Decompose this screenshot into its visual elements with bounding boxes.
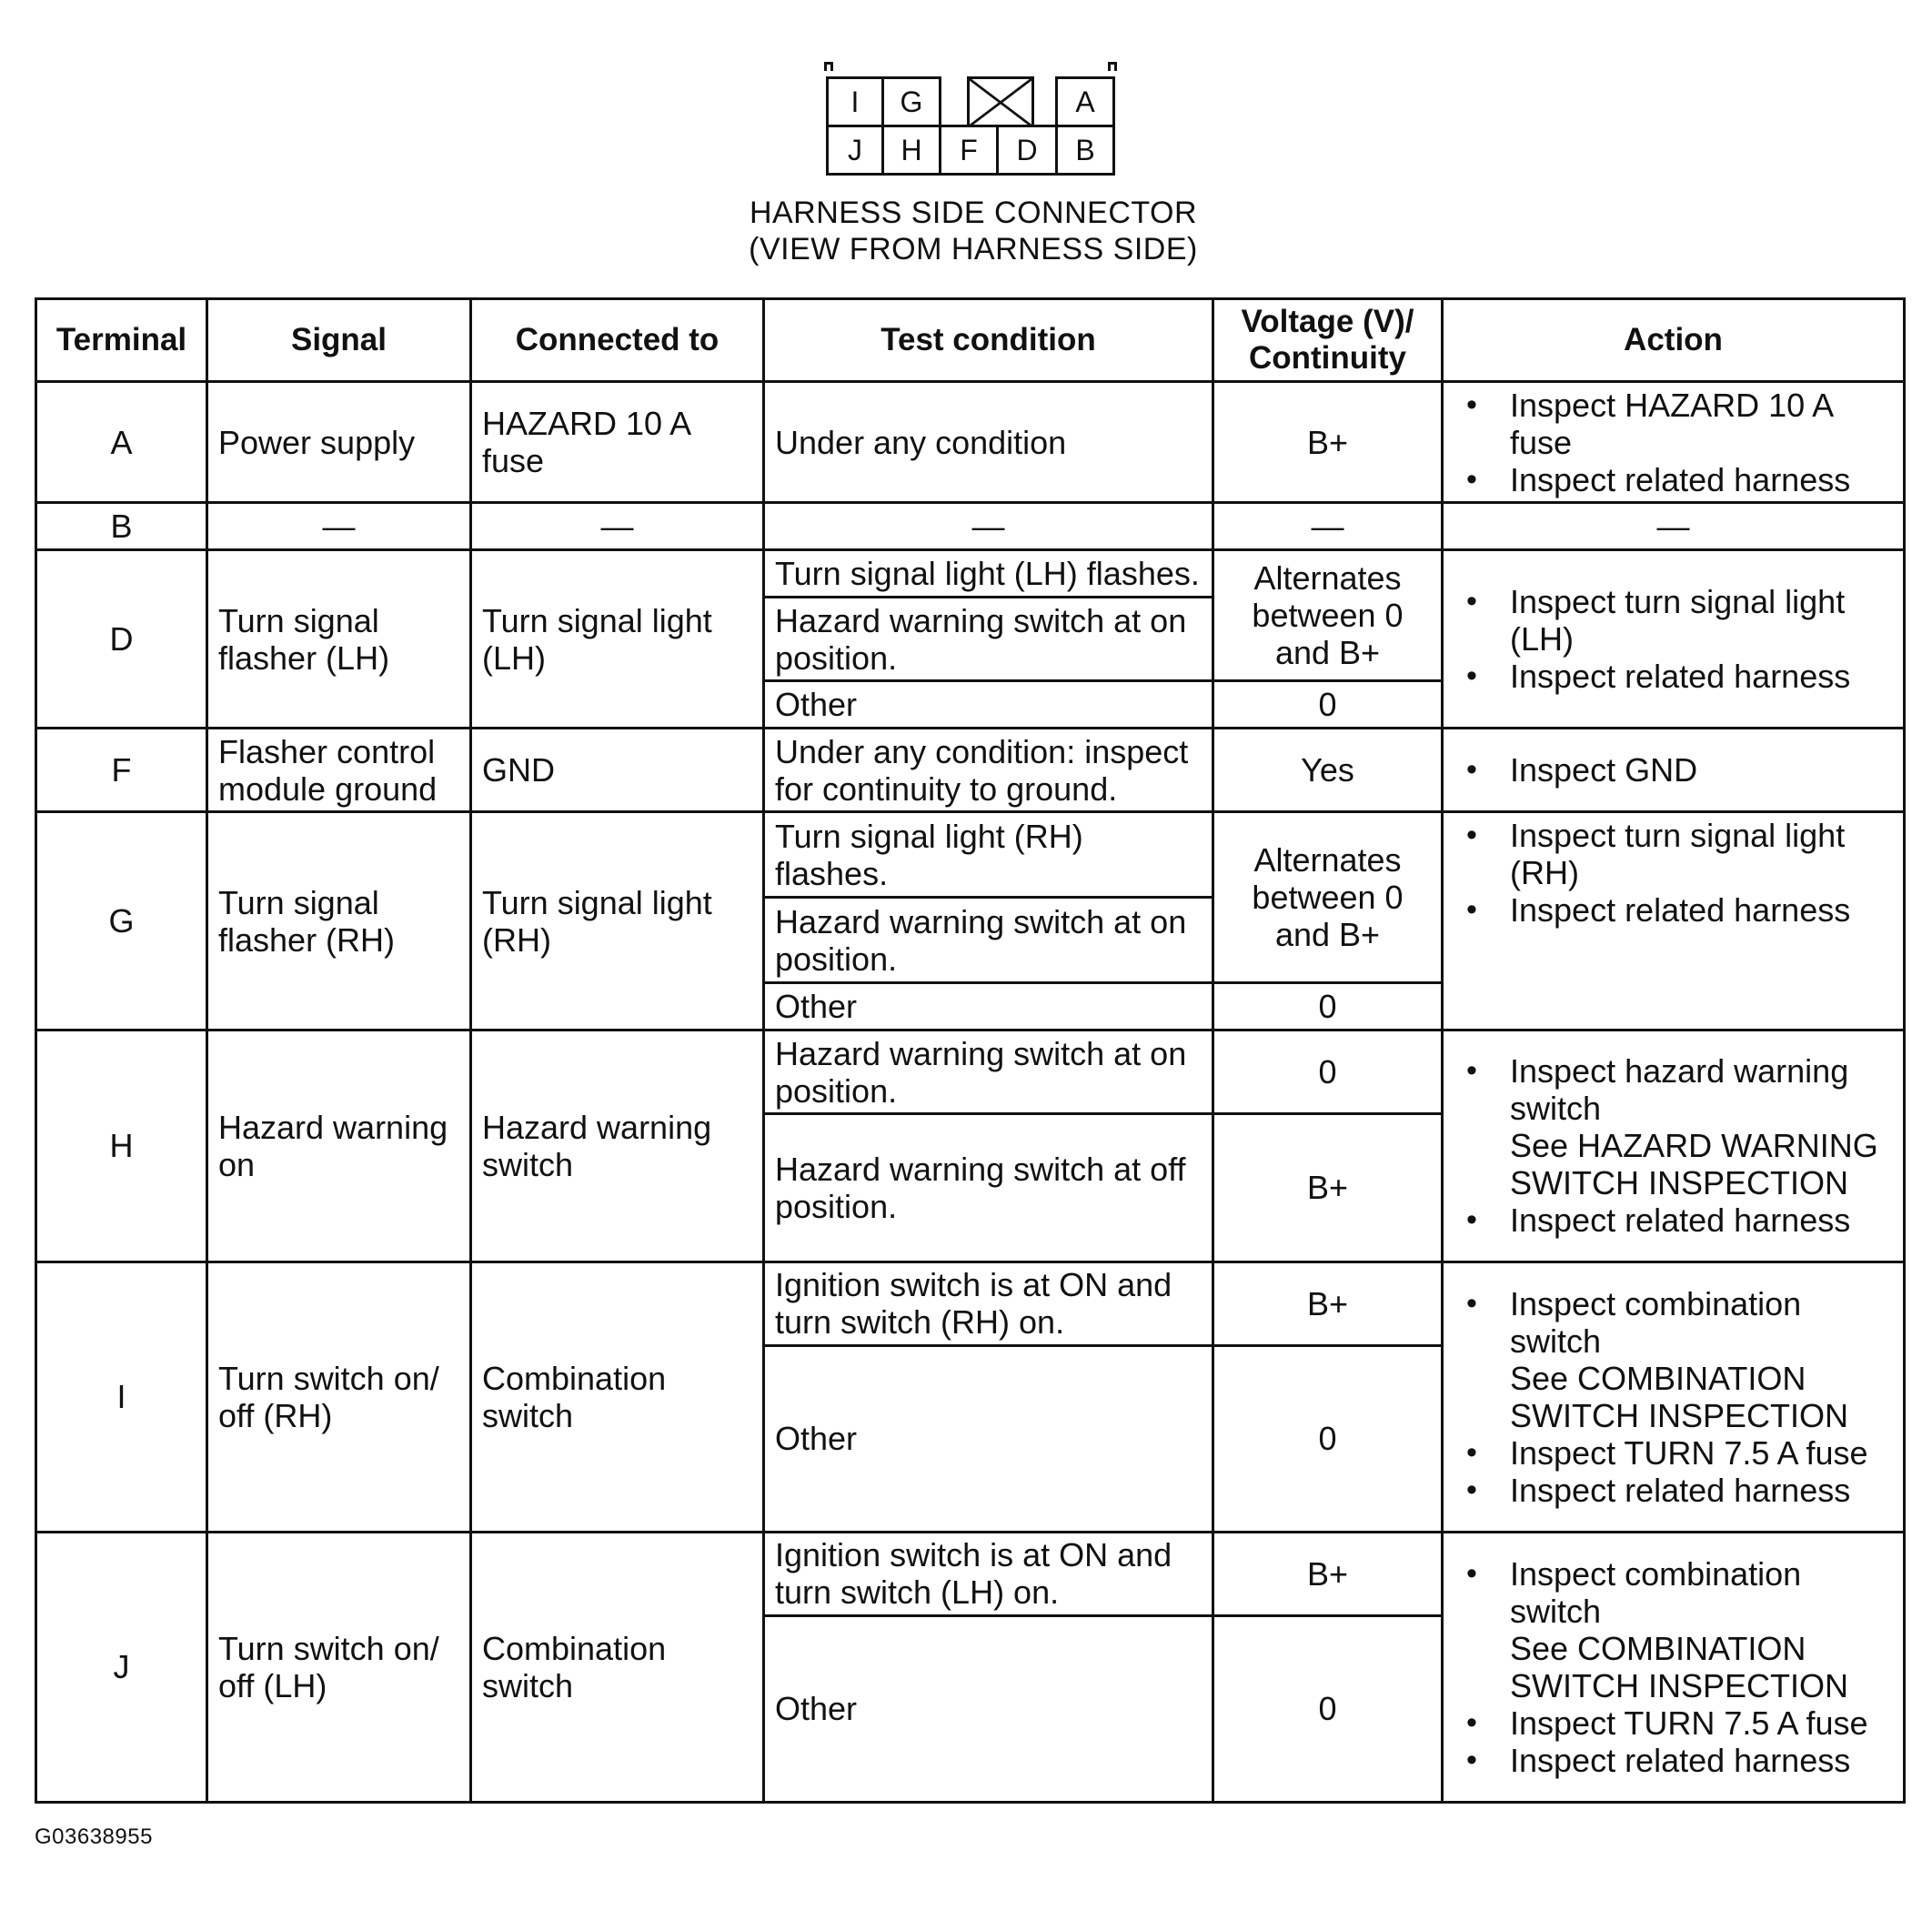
terminal-cell: G	[36, 812, 207, 1030]
voltage-cell: 0	[1213, 1030, 1443, 1114]
terminal-cell: H	[36, 1030, 207, 1262]
connector-caption-line1: HARNESS SIDE CONNECTOR	[749, 196, 1198, 230]
action-item: • Inspect hazard warning switch	[1454, 1052, 1893, 1127]
table-row	[36, 382, 1905, 503]
signal-cell: Flasher control module ground	[207, 729, 471, 812]
action-cell: —	[1443, 503, 1905, 550]
terminal-cell: J	[36, 1532, 207, 1802]
test-condition-cell: Other	[764, 983, 1213, 1030]
connector-caption-line2: (VIEW FROM HARNESS SIDE)	[749, 232, 1198, 266]
voltage-cell: B+	[1213, 382, 1443, 503]
table-header-row	[36, 299, 1905, 382]
signal-cell: Turn switch on/ off (RH)	[207, 1262, 471, 1532]
header-connected-to: Connected to	[471, 299, 764, 382]
action-item: • Inspect related harness	[1454, 658, 1893, 695]
terminal-cell: I	[36, 1262, 207, 1532]
test-condition-cell: Other	[764, 1615, 1213, 1802]
action-item: • Inspect HAZARD 10 A fuse	[1454, 387, 1893, 461]
connected-to-cell: GND	[471, 729, 764, 812]
voltage-cell: 0	[1213, 1615, 1443, 1802]
signal-cell: Power supply	[207, 382, 471, 503]
connector-pin-D: D	[996, 125, 1058, 176]
figure-id: G03638955	[35, 1825, 153, 1849]
test-condition-cell: Ignition switch is at ON and turn switch (RH) on.	[764, 1262, 1213, 1345]
connected-to-cell: Turn signal light (LH)	[471, 550, 764, 729]
action-cell	[1443, 812, 1905, 1030]
test-condition-cell: Hazard warning switch at on position.	[764, 898, 1213, 983]
test-condition-cell: Hazard warning switch at off position.	[764, 1114, 1213, 1262]
connector-pin-H: H	[881, 125, 941, 176]
voltage-cell: 0	[1213, 983, 1443, 1030]
connector-latch-right	[1108, 62, 1117, 71]
voltage-cell: 0	[1213, 1345, 1443, 1532]
header-action: Action	[1443, 299, 1905, 382]
table-row	[36, 729, 1905, 812]
connector-caption	[691, 195, 1255, 267]
connector-pin-A: A	[1055, 76, 1115, 127]
action-item: • Inspect related harness	[1454, 1201, 1893, 1239]
connector-latch-left	[824, 62, 833, 71]
action-cell	[1443, 382, 1905, 503]
signal-cell: Turn signal flasher (RH)	[207, 812, 471, 1030]
test-condition-cell: —	[764, 503, 1213, 550]
action-cell	[1443, 1030, 1905, 1262]
action-cell	[1443, 1532, 1905, 1802]
connector-pin-G: G	[881, 76, 941, 127]
connector-pin-I: I	[826, 76, 884, 127]
test-condition-cell: Under any condition: inspect for continuity to ground.	[764, 729, 1213, 812]
voltage-cell: B+	[1213, 1114, 1443, 1262]
connected-to-cell: Combination switch	[471, 1262, 764, 1532]
test-condition-cell: Other	[764, 1345, 1213, 1532]
header-signal: Signal	[207, 299, 471, 382]
voltage-cell: Yes	[1213, 729, 1443, 812]
table-row	[36, 503, 1905, 550]
header-voltage-line2: Continuity	[1248, 340, 1407, 376]
connector-pin-F: F	[939, 125, 999, 176]
header-voltage-continuity	[1213, 299, 1443, 382]
voltage-cell: B+	[1213, 1532, 1443, 1615]
signal-cell: —	[207, 503, 471, 550]
action-item: • Inspect turn signal light (LH)	[1454, 583, 1893, 658]
harness-connector-diagram	[826, 69, 1115, 182]
connected-to-cell: HAZARD 10 A fuse	[471, 382, 764, 503]
x-mark-icon	[970, 79, 1031, 126]
action-item: • Inspect related harness	[1454, 891, 1893, 929]
action-item: • Inspect TURN 7.5 A fuse	[1454, 1434, 1893, 1472]
terminal-cell: F	[36, 729, 207, 812]
action-item: • Inspect TURN 7.5 A fuse	[1454, 1704, 1893, 1742]
connector-pin-J: J	[826, 125, 884, 176]
terminal-cell: B	[36, 503, 207, 550]
table-row	[36, 550, 1905, 598]
terminal-cell: A	[36, 382, 207, 503]
connector-pin-B: B	[1055, 125, 1115, 176]
terminal-cell: D	[36, 550, 207, 729]
signal-cell: Hazard warning on	[207, 1030, 471, 1262]
table-row	[36, 1532, 1905, 1615]
connected-to-cell: Hazard warning switch	[471, 1030, 764, 1262]
action-cell	[1443, 550, 1905, 729]
action-item: • Inspect combination switch	[1454, 1285, 1893, 1360]
test-condition-cell: Under any condition	[764, 382, 1213, 503]
voltage-cell: Alternates between 0 and B+	[1213, 812, 1443, 983]
connected-to-cell: —	[471, 503, 764, 550]
action-item: • Inspect GND	[1454, 751, 1893, 789]
terminal-inspection-table	[35, 297, 1906, 1804]
signal-cell: Turn switch on/ off (LH)	[207, 1532, 471, 1802]
test-condition-cell: Other	[764, 681, 1213, 729]
header-terminal: Terminal	[36, 299, 207, 382]
action-item: • Inspect related harness	[1454, 461, 1893, 498]
connector-pin-blank-x-icon	[967, 76, 1034, 127]
action-item: • Inspect related harness	[1454, 1742, 1893, 1779]
voltage-cell: 0	[1213, 681, 1443, 729]
voltage-cell: B+	[1213, 1262, 1443, 1345]
action-see-reference: See COMBINATION SWITCH INSPECTION	[1510, 1359, 1849, 1434]
header-test-condition: Test condition	[764, 299, 1213, 382]
table-row	[36, 1262, 1905, 1345]
action-see-reference: See COMBINATION SWITCH INSPECTION	[1510, 1629, 1849, 1704]
table-row	[36, 812, 1905, 898]
test-condition-cell: Hazard warning switch at on position.	[764, 1030, 1213, 1114]
test-condition-cell: Ignition switch is at ON and turn switch (LH) on.	[764, 1532, 1213, 1615]
action-cell	[1443, 729, 1905, 812]
table-row	[36, 1030, 1905, 1114]
action-see-reference: See HAZARD WARNING SWITCH INSPECTION	[1510, 1127, 1878, 1202]
voltage-cell: —	[1213, 503, 1443, 550]
connected-to-cell: Combination switch	[471, 1532, 764, 1802]
test-condition-cell: Turn signal light (LH) flashes.	[764, 550, 1213, 598]
voltage-cell: Alternates between 0 and B+	[1213, 550, 1443, 681]
test-condition-cell: Turn signal light (RH) flashes.	[764, 812, 1213, 898]
test-condition-cell: Hazard warning switch at on position.	[764, 598, 1213, 681]
header-voltage-line1: Voltage (V)/	[1241, 304, 1414, 339]
connected-to-cell: Turn signal light (RH)	[471, 812, 764, 1030]
action-item: • Inspect turn signal light (RH)	[1454, 817, 1893, 891]
action-item: • Inspect combination switch	[1454, 1555, 1893, 1630]
action-cell	[1443, 1262, 1905, 1532]
signal-cell: Turn signal flasher (LH)	[207, 550, 471, 729]
action-item: • Inspect related harness	[1454, 1472, 1893, 1509]
